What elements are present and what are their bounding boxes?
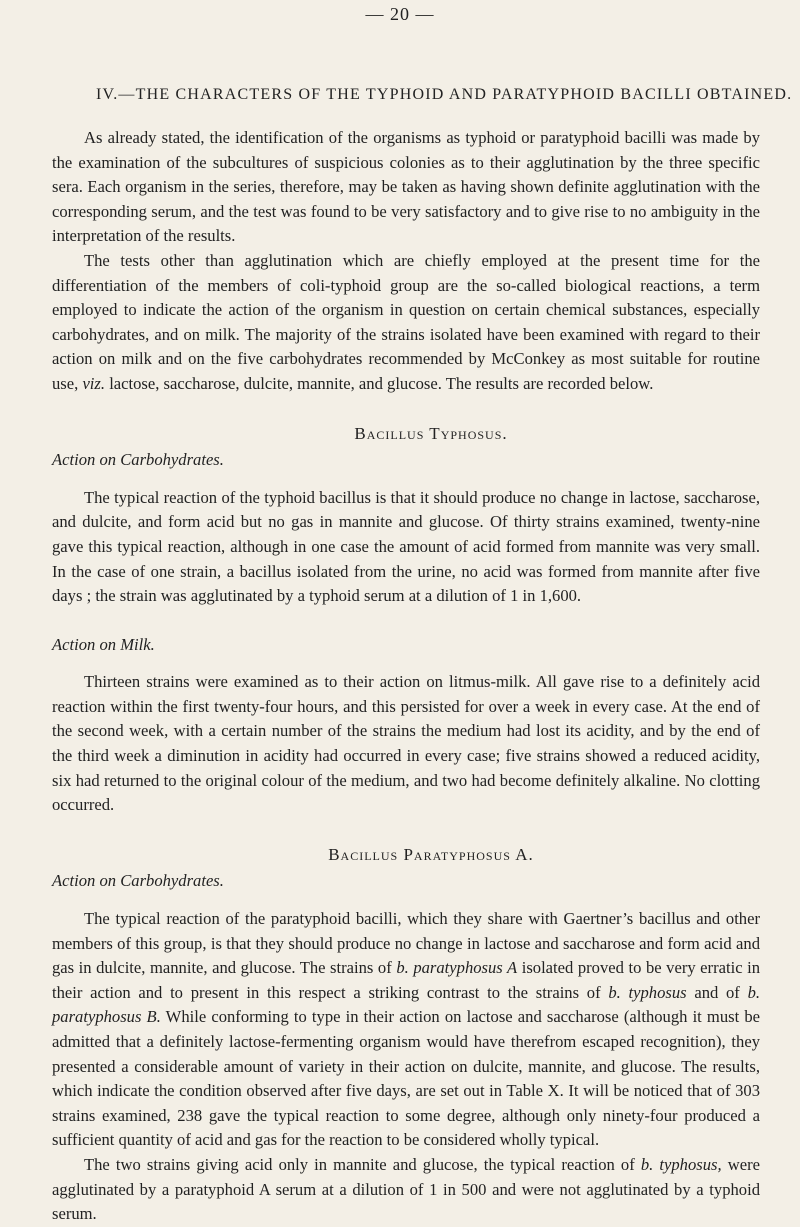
text: lactose, saccharose, dulcite, mannite, and glucose. The results are recorded below. [109,373,654,393]
text: isolated proved to be very erratic in their action and to present in this respect a striking contrast to the strains of [52,958,761,1002]
section-heading-typhosus: Bacillus Typhosus. [354,423,508,443]
paragraph-typhosus-carbohydrates: The typical reaction of the typhoid bacillus is that it should produce no change in lactose, saccharose, and dulcite, and form acid but no gas in mannite and glucose. Of thirty strains examined, twenty-nine gave this typical reaction, although in one case the amount of acid formed from mannite was very small. In the case of one strain, a bacillus isolated from the urine, no acid was formed from mannite after five days ; the strain was agglutinated by a typhoid serum at a dilution of 1 in 1,600. [52,487,760,606]
text: The tests other than agglutination which are chiefly employed at the present time for the differentiation of the members of coli-typhoid group are the so-called biological reactions, a term employed to indicate the action of the organism in question on certain chemical substances, especially carbohydrates, and on milk. The majority of the strains isolated have been examined with regard to their action on milk and on the five carbohydrates recommended by McConkey as most suitable for routine use, [52,250,760,393]
paragraph-intro: As already stated, the identification of the organisms as typhoid or paratyphoid bacilli was made by the examination of the subcultures of suspicious colonies as to their agglutination by the three specific sera. Each organism in the series, therefore, may be taken as having shown definite agglutination with the corresponding serum, and the test was found to be very satisfactory and to give rise to no ambiguity in the interpretation of the results. [52,128,760,246]
section-heading-paratyphosus: Bacillus Paratyphosus A. [328,844,534,864]
italic-viz: viz. [82,373,106,393]
paragraph-paratyphosus-carbohydrates [52,907,760,1153]
text: were agglutinated by a paratyphoid A serum at a dilution of 1 in 500 and were not agglutinated by a typhoid serum. [52,1154,760,1224]
paragraph-paratyphosus-mannite [52,1153,760,1227]
text: The typical reaction of the paratyphoid bacilli, which they share with Gaertner’s bacillus and other members of this group, is that they should produce no change in lactose and saccharose and form acid and gas in dulcite, mannite, and glucose. The strains of [52,909,760,978]
italic-species: b. typhosus, [640,1154,722,1174]
text: The two strains giving acid only in mannite and glucose, the typical reaction of [84,1154,635,1174]
italic-species: b. paratyphosus A [396,958,518,978]
paragraph-typhosus-milk: Thirteen strains were examined as to their action on litmus-milk. All gave rise to a definitely acid reaction within the first twenty-four hours, and this persisted for over a week in every case. At the end of the second week, with a certain number of the strains the medium had lost its acidity, and by the end of the third week a diminution in acidity had occurred in every case; five strains showed a reduced acidity, six had returned to the original colour of the medium, and two had become definitely alkaline. No clotting occurred. [52,672,760,815]
paragraph-biological-tests [52,249,760,397]
italic-species: b. typhosus [608,982,687,1002]
subheading-carbohydrates: Action on Carbohydrates. [52,450,224,470]
chapter-title: IV.—THE CHARACTERS OF THE TYPHOID AND PARATYPHOID BACILLI OBTAINED. [96,86,793,103]
text: and of [694,982,740,1002]
subheading-milk: Action on Milk. [52,634,155,654]
page-number: — 20 — [365,4,435,24]
document-body [52,126,760,1227]
italic-species: b. paratyphosus B. [52,982,761,1027]
subheading-carbohydrates: Action on Carbohydrates. [52,871,224,891]
text: While conforming to type in their action on lactose and saccharose (although it must be admitted that a definitely lactose-fermenting organism would have therefrom escaped recognition), they presented a considerable amount of variety in their action on dulcite, mannite, and glucose. The results, which indicate the condition observed after five days, are set out in Table X. It will be noticed that of 303 strains examined, 238 gave the typical reaction to some degree, although only ninety-four produced a sufficient quantity of acid and gas for the reaction to be considered wholly typical. [52,1007,760,1150]
